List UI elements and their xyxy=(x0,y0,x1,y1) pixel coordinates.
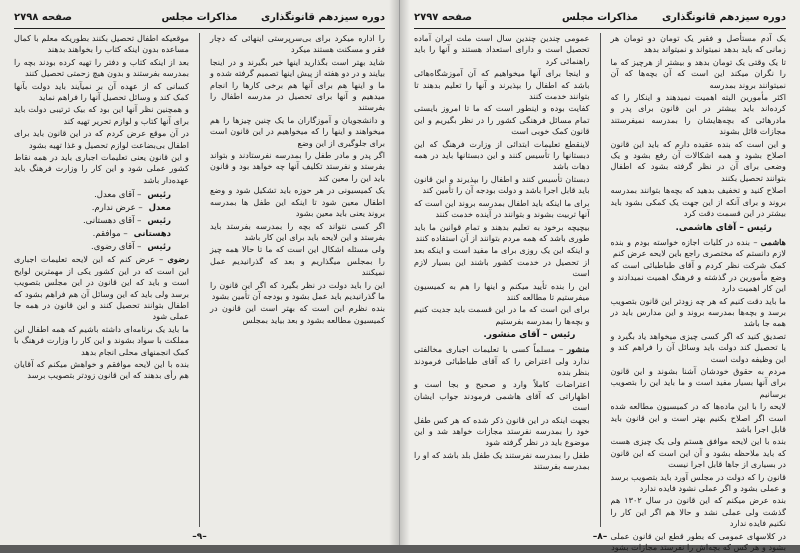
speech-text: – عرض کنم که این لایحه تعلیمات اجباری این است که در این کشور یکی از مهمترین لوایح است و باید که این قانون در این مجلس بتصویب برسد ولی باید که این وسائل آن هم فراهم بشود که اطفال بتوانند تحصیل کنند و این قانون در همه جا عملی شود xyxy=(14,254,189,322)
paragraph: برای این است که ما در این قسمت باید جدیت کنیم و بچه‌ها را بمدرسه بفرستیم xyxy=(414,304,590,326)
speaker-line xyxy=(611,222,787,235)
gutter-shadow xyxy=(389,0,399,545)
left-session-title: دوره سیزدهم قانونگذاری xyxy=(260,11,385,23)
speaker-name: معدل xyxy=(148,203,171,214)
speaker-line xyxy=(14,215,171,228)
gutter-shadow xyxy=(400,0,410,545)
speaker-line xyxy=(14,202,171,215)
speech-paragraph xyxy=(414,344,590,378)
right-page-header xyxy=(414,8,786,26)
speech-paragraph xyxy=(14,254,189,322)
paragraph: دبستان تأسیس کنند و اطفال را بپذیرند و این قانون باید قابل اجرا باشد و دولت بودجه آن را تأمین کند xyxy=(414,173,590,196)
speech-text: – بنده در کلیات اجازه خواسته بودم و بنده لازم دانستم که مختصری راجع باین لایحه عرض کنم xyxy=(610,236,786,258)
speaker-text: – آقای رضوی. xyxy=(91,242,142,253)
paragraph: عمومی چندین چندین سال است ملت ایران آماده تحصیل است و دارای استعداد هستند و آنها را باید راهنمائی کرد xyxy=(414,33,590,66)
paragraph: تصدیق کنید که اگر کسی چیزی میخواهد یاد بگیرد و یا تحصیل کند دولت باید وسائل آن را فراهم کند و این وظیفه دولت است xyxy=(610,330,786,364)
paragraph: کمک شرکت نظر کردم و آقای طباطبائی است که وضع مأمورین در گذشته و فرهنگ اهمیت نمیدادند و این کار اهمیت دارد xyxy=(610,260,786,294)
speech-text: – مسلماً کسی با تعلیمات اجباری مخالفتی ندارد ولی اعتراض را که آقای طباطبائی فرمودند بنظر بنده xyxy=(414,344,590,377)
speaker-text: – آقای معدل. xyxy=(94,190,142,201)
paragraph: و این قانون یعنی تعلیمات اجباری باید در همه نقاط کشور عملی شود و این کار را وزارت فرهنگ باید عهده‌دار باشد xyxy=(14,152,189,185)
paragraph: در کلاسهای عمومی که بطور قطع این قانون عملی بشود و هر کس که بچه‌اش را نفرستد مجازات بشود xyxy=(610,530,786,553)
speech-paragraph xyxy=(611,237,787,260)
column-divider xyxy=(600,33,601,527)
left-page-header xyxy=(14,8,385,26)
paragraph: و اینجا برای آنها میخواهیم که آن آموزشگاه‌هائی باشد که اطفال را بپذیرند و آنها را تعلیم بدهند تا بتوانند خدمت کنند xyxy=(414,68,590,102)
paragraph: برای ما اینکه باید اطفال بمدرسه بروند این است که آنها تربیت بشوند و بتوانند در آینده خدمت کنند xyxy=(414,197,590,220)
speaker-line xyxy=(14,241,171,254)
left-page xyxy=(0,0,400,545)
left-header-rule xyxy=(14,28,385,29)
paragraph: طفل را بمدرسه نفرستند یک طفل بلد باشد که او را بمدرسه بفرستند xyxy=(414,449,590,472)
right-page-footer: –۸– xyxy=(592,532,608,542)
left-page-columns xyxy=(14,33,385,527)
right-page-right-column xyxy=(610,33,787,553)
speaker-line xyxy=(14,228,171,241)
left-page-left-column xyxy=(14,33,189,527)
paragraph: این را بنده تأیید میکنم و اینها را هم به کمیسیون میفرستیم تا مطالعه کنند xyxy=(414,280,590,302)
paragraph: لاینقطع تعلیمات ابتدائی از وزارت فرهنگ که این دبستانها را تأسیس کنند و این دبستانها باید در همه دهات باشد xyxy=(414,138,590,172)
paragraph: لایحه را با این ماده‌ها که در کمیسیون مطالعه شده است اگر اصلاح بکنیم بهتر است و این قانون باید قابل اجرا باشد xyxy=(610,401,786,434)
paragraph: و این است که بنده عقیده دارم که باید این قانون اصلاح بشود و همه اشکالات آن رفع بشود و یک وضعی برای آن در نظر گرفته بشود که اطفال بتوانند تحصیل بکنند xyxy=(610,138,786,183)
paragraph: اکثر مأمورین البته اهمیت نمیدهند و اینکار را که کرده‌اند باید بیشتر در این قانون برای پدر و مادرهائی که بچه‌هایشان را بمدرسه نمیفرستند مجازات قائل بشوند xyxy=(610,92,786,137)
paragraph: اصلاح کنید و تخفیف بدهید که بچه‌ها بتوانند بمدرسه بروند و برای آنکه از این جهت یک کمکی بشود باید بیشتر در این قسمت دقت کرد xyxy=(610,185,786,219)
paragraph: تا یک وقتی یک تومان بدهد و بیشتر از هرچیز که ما را نگران میکند این است که آن بچه‌ها که آن نمیتوانند بروند بمدرسه xyxy=(610,56,786,90)
left-page-footer: –۹– xyxy=(192,532,207,542)
speaker-name: رضوی xyxy=(167,254,190,265)
right-header-title: مذاکرات مجلس xyxy=(561,11,639,23)
paragraph: یک کمیسیونی در هر حوزه باید تشکیل شود و وضع اطفال معین شود تا اینکه این طفل ها بمدرسه بروند یعنی باید معین بشود xyxy=(210,185,385,219)
paragraph: بنده عرض میکنم که این قانون در سال ۱۳۰۲ هم گذشت ولی عملی نشد و حالا هم اگر این کار را نکنیم فایده ندارد xyxy=(610,495,786,529)
paragraph: بنده با این لایحه موافق هستم ولی یک چیزی هست که باید ملاحظه بشود و آن این است که این قانون در بسیاری از جاها قابل اجرا نیست xyxy=(610,436,786,470)
left-page-number: صفحه ۲۷۹۸ xyxy=(14,11,73,23)
speaker-name: دهستانی xyxy=(133,229,171,240)
paragraph: اگر پدر و مادر طفل را بمدرسه نفرستادند و بتواند بفرستد و نفرستد تکلیف آنها چه خواهد بود و قانون باید این را معین کند xyxy=(210,150,385,183)
right-page-columns xyxy=(414,33,786,553)
right-page-left-column xyxy=(414,33,590,527)
paragraph: موقعیکه اطفال تحصیل بکنند بطوریکه معلم با کمال مساعده بدون اینکه کتاب را بخواهند بدهند xyxy=(14,33,189,55)
paragraph: را اداره میکرد برای بی‌سرپرستی اینهائی که دچار فقر و مسکنت هستند میکرد xyxy=(210,33,385,55)
paragraph: قانون را که دولت در مجلس آورد باید بتصویب برسد و عملی بشود و اگر عملی نشود فایده ندارد xyxy=(610,471,786,494)
paragraph: بیچیچه برخود به تعلیم بدهند و تمام قوانین ما باید طوری باشد که همه مردم بتوانند از آن استفاده کنند xyxy=(414,221,590,243)
paragraph: ولی مسئله اشکال این است که ما تا حالا همه چیز را بمجلس میگذاریم و بعد که گذرانیدیم عمل نمیکنند xyxy=(210,244,385,278)
paragraph: اگر کسی نتواند که بچه را بمدرسه بفرستد باید بفرستد و این لایحه باید برای این کار باشد xyxy=(210,220,385,242)
speaker-text: – آقای منشور. xyxy=(483,330,548,341)
speaker-name: رئیس xyxy=(147,216,171,227)
right-page-number: صفحه ۲۷۹۷ xyxy=(414,11,473,23)
speaker-name: منشور xyxy=(567,344,590,355)
paragraph: بنده نظرم این است که بهتر است این قانون در کمیسیون مطالعه بشود و بعد بیاید بمجلس xyxy=(210,303,385,325)
paragraph: کسانی که از عهده آن بر نمیآیند باید دولت بآنها کمک کند و وسائل تحصیل آنها را فراهم نماید xyxy=(14,80,189,103)
paragraph: و دانشجویان و آموزگاران ما یک چنین چیزها را هم میخواهند و اینها را که میخواهیم در این قانون است برای جلوگیری از این وضع xyxy=(210,114,385,148)
paragraph: ما باید یک برنامه‌ای داشته باشیم که همه اطفال این مملکت با سواد بشوند و این کار را وزارت فرهنگ با کمک انجمنهای محلی انجام بدهد xyxy=(14,323,189,357)
speaker-name: رئیس xyxy=(747,222,772,233)
paragraph: این را باید دولت در نظر بگیرد که اگر این قانون را ما گذرانیدیم باید عمل بشود و بودجه آن تأمین بشود xyxy=(210,279,385,301)
paragraph: بجهت اینکه در این قانون ذکر شده که هر کس طفل خود را بمدرسه نفرستد مجازات خواهد شد و این موضوع باید در نظر گرفته شود xyxy=(414,414,590,448)
speaker-text: – موافقم. xyxy=(92,229,128,240)
right-header-rule xyxy=(414,28,786,29)
speaker-name: رئیس xyxy=(147,190,171,201)
column-divider xyxy=(199,33,200,527)
paragraph: مردم به حقوق خودشان آشنا بشوند و این قانون برای آنها بسیار مفید است و ما باید این را بتصویب برسانیم xyxy=(610,365,786,399)
left-header-title: مذاکرات مجلس xyxy=(161,11,238,23)
paragraph: کفایت بوده و اینطور است که ما تا امروز بایستی تمام مسائل فرهنگی کشور را در نظر بگیریم و این قانون کمک خوبی است xyxy=(414,103,590,137)
speaker-name: هاشمی xyxy=(760,236,786,247)
speaker-line xyxy=(14,189,171,202)
paragraph: شاید بهتر است بگذارید اینها خیر بگیرند و در اینجا بیایند و در دو هفته از پیش اینها تصمیم گرفته شده و ما و اینها هم برای آنها هم برخی کارها را انجام میدهیم و آنها برای تحصیل در مدرسه اطفال را بفرستند xyxy=(210,56,385,113)
speaker-text: – آقای دهستانی. xyxy=(82,216,142,227)
speaker-text: – عرض ندارم. xyxy=(91,203,143,214)
paragraph: بنده با این لایحه موافقم و خواهش میکنم که آقایان هم رأی بدهند که این قانون زودتر بتصویب برسد xyxy=(14,358,189,381)
speaker-text: – آقای هاشمی. xyxy=(675,222,744,233)
speaker-line xyxy=(414,329,590,342)
left-page-right-column xyxy=(210,33,385,527)
paragraph: بعد از اینکه کتاب و دفتر را تهیه کرده بودند بچه را بمدرسه بفرستند و بدون هیچ زحمتی تحصیل کنند xyxy=(14,56,189,79)
paragraph: یک آدم مستأصل و فقیر یک تومان دو تومان هر زمانی که باید بدهد نمیتواند و نمیتواند بدهد xyxy=(610,33,786,55)
paragraph: در آن موقع عرض کردم که در این قانون باید برای اطفال بی‌بضاعت لوازم تحصیل و غذا تهیه بشود xyxy=(14,128,189,150)
right-session-title: دوره سیزدهم قانونگذاری xyxy=(661,11,786,23)
paragraph: ما باید دقت کنیم که هر چه زودتر این قانون بتصویب برسد و بچه‌ها بمدرسه بروند و این مدارس باید در همه جا باشد xyxy=(610,295,786,329)
paragraph: و اینکه این یک روزی برای ما مفید است و اینکه بعد از تحصیل در خدمت کشور باشند این بسیار لازم است xyxy=(414,245,590,279)
paragraph: اعتراضات کاملاً وارد و صحیح و بجا است و اظهاراتی که آقای هاشمی فرمودند جواب ایشان است xyxy=(414,379,590,413)
paragraph: و همچنین نظر آنها این بود که بیک ترتیبی دولت باید برای آنها کتاب و لوازم تحریر تهیه کند xyxy=(14,104,189,126)
speaker-roll xyxy=(14,189,189,254)
speaker-name: رئیس xyxy=(550,330,576,341)
speaker-name: رئیس xyxy=(147,242,171,253)
right-page xyxy=(400,0,800,553)
